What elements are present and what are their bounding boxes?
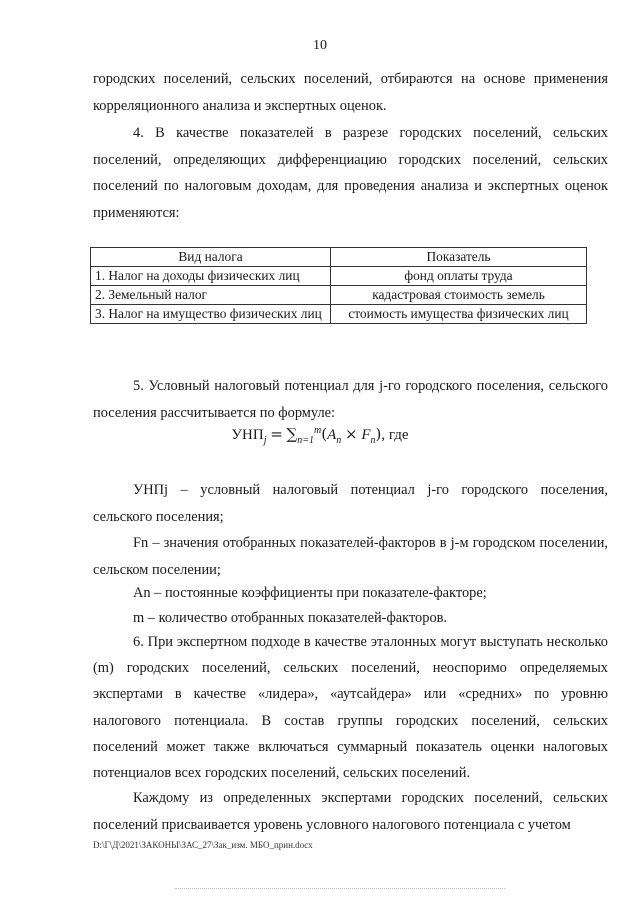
page-number: 10	[313, 38, 327, 53]
definition-unp: УНПj – условный налоговый потенциал j-го городского поселения, сельского поселения;	[93, 482, 608, 525]
table-cell-tax-type: 3. Налог на имущество физических лиц	[91, 305, 331, 324]
table-header-indicator: Показатель	[331, 248, 587, 267]
tax-indicator-table	[90, 247, 587, 324]
table-cell-tax-type: 1. Налог на доходы физических лиц	[91, 267, 331, 286]
scan-artifact-line	[175, 884, 505, 889]
formula-f: F	[361, 427, 371, 443]
formula-lhs-index: j	[263, 435, 267, 446]
formula-lhs: УНП	[231, 427, 264, 443]
formula-a: A	[327, 427, 337, 443]
table-cell-indicator: фонд оплаты труда	[331, 267, 587, 286]
formula-sum-upper: m	[314, 425, 322, 436]
tax-potential-formula	[0, 425, 640, 446]
definition-an: An – постоянные коэффициенты при показателе-факторе;	[133, 585, 487, 601]
table-cell-indicator: кадастровая стоимость земель	[331, 286, 587, 305]
formula-suffix: , где	[381, 427, 409, 443]
formula-close-paren: )	[375, 425, 382, 443]
table-header-row	[91, 248, 587, 267]
formula-equals: =	[270, 425, 283, 443]
paragraph-expert-levels: Каждому из определенных экспертами городских поселений, сельских поселений присваивается уровень условного налогового потенциала с учетом	[93, 790, 608, 833]
paragraph-item-4: 4. В качестве показателей в разрезе городских поселений, сельских поселений, определяющих дифференциацию городских поселений, сельских поселений по налоговым доходам, для проведения анализа и экспертных оценок применяются:	[93, 125, 608, 221]
paragraph-item-6: 6. При экспертном подходе в качестве эталонных могут выступать несколько (m) городских поселений, сельских поселений, неоспоримо определяемых экспертами в качестве «лидера», «аутсайдера» или «средних» по уровню налогового потенциала. В состав группы городских поселений, сельских поселений может также включаться суммарный показатель оценки налоговых потенциалов всех городских поселений, сельских поселений.	[93, 634, 608, 782]
paragraph-item-5: 5. Условный налоговый потенциал для j-го городского поселения, сельского поселения рассчитывается по формуле:	[93, 378, 608, 421]
table-cell-indicator: стоимость имущества физических лиц	[331, 305, 587, 324]
formula-open-paren: (	[321, 425, 328, 443]
formula-times: ×	[345, 425, 358, 443]
paragraph-intro-continuation: городских поселений, сельских поселений, отбираются на основе применения корреляционного анализа и экспертных оценок.	[93, 71, 608, 114]
file-path-footer: D:\Г\Д\2021\ЗАКОНЫ\ЗАС_27\Зак_изм. МБО_прин.docx	[93, 840, 313, 850]
table-cell-tax-type: 2. Земельный налог	[91, 286, 331, 305]
formula-sum-symbol: ∑	[286, 425, 298, 443]
table-header-tax-type: Вид налога	[91, 248, 331, 267]
table-row	[91, 267, 587, 286]
formula-a-index: n	[336, 435, 342, 446]
definition-fn: Fn – значения отобранных показателей-факторов в j-м городском поселении, сельском поселении;	[93, 535, 608, 578]
definition-m: m – количество отобранных показателей-факторов.	[133, 610, 448, 626]
formula-sum-lower: n=1	[297, 435, 315, 446]
formula-f-index: n	[370, 435, 376, 446]
table-row	[91, 286, 587, 305]
table-row	[91, 305, 587, 324]
